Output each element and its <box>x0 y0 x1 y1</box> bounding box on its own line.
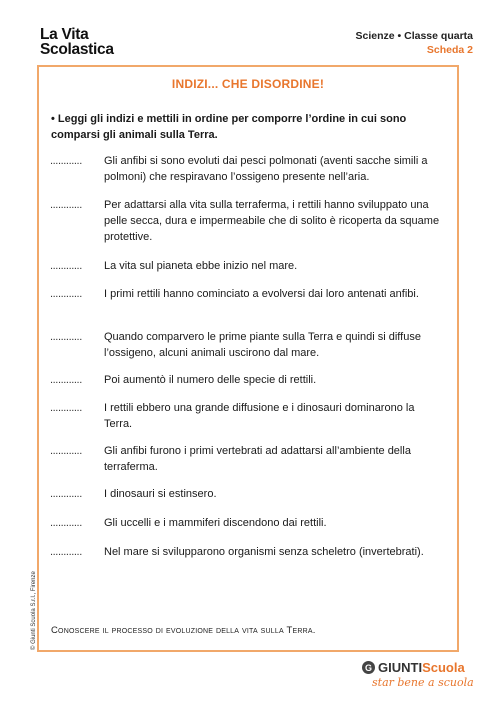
publisher-tagline: star bene a scuola <box>372 676 474 689</box>
answer-blank[interactable]: ............ <box>50 331 82 343</box>
clue-text: Quando comparvero le prime piante sulla Terra e quindi si diffuse l’ossigeno, alcuni animali uscirono dal mare. <box>104 331 421 359</box>
publisher-logo <box>362 660 477 689</box>
answer-blank[interactable]: ............ <box>50 517 82 529</box>
worksheet-title: INDIZI... CHE DISORDINE! <box>171 77 325 91</box>
magazine-logo <box>40 27 160 57</box>
giunti-g-icon: G <box>362 661 375 674</box>
answer-blank[interactable]: ............ <box>50 260 82 272</box>
answer-blank[interactable]: ............ <box>50 546 82 558</box>
logo-line-1: La Vita <box>40 26 89 43</box>
publisher-name-a: GIUNTI <box>378 660 423 675</box>
clue-text: I rettili ebbero una grande diffusione e i dinosauri dominarono la Terra. <box>104 402 415 430</box>
clue-text: I primi rettili hanno cominciato a evolversi dai loro antenati anfibi. <box>104 288 419 300</box>
clue-text: La vita sul pianeta ebbe inizio nel mare. <box>104 260 298 272</box>
logo-line-2: Scolastica <box>40 41 114 58</box>
instruction-text: • Leggi gli indizi e mettili in ordine per comporre l’ordine in cui sono comparsi gli animali sulla Terra. <box>51 113 407 141</box>
answer-blank[interactable]: ............ <box>50 445 82 457</box>
clue-text: Gli uccelli e i mammiferi discendono dai rettili. <box>104 517 327 529</box>
clue-text: Poi aumentò il numero delle specie di rettili. <box>104 374 317 386</box>
answer-blank[interactable]: ............ <box>50 488 82 500</box>
answer-blank[interactable]: ............ <box>50 288 82 300</box>
subject-class: Scienze • Classe quarta <box>355 30 473 42</box>
clue-text: Nel mare si svilupparono organismi senza scheletro (invertebrati). <box>104 546 424 558</box>
copyright-notice: © Giunti Scuola S.r.l., Firenze <box>31 571 37 650</box>
answer-blank[interactable]: ............ <box>50 199 82 211</box>
worksheet-number: Scheda 2 <box>426 44 473 56</box>
clue-text: Gli anfibi furono i primi vertebrati ad adattarsi all’ambiente della terraferma. <box>104 445 411 473</box>
worksheet-frame <box>37 65 459 652</box>
clue-text: Per adattarsi alla vita sulla terraferma, i rettili hanno sviluppato una pelle secca, dura e impermeabile che di solito è ricoperta da squame protettive. <box>104 199 440 243</box>
answer-blank[interactable]: ............ <box>50 155 82 167</box>
answer-blank[interactable]: ............ <box>50 402 82 414</box>
clue-text: Gli anfibi si sono evoluti dai pesci polmonati (aventi sacche simili a polmoni) che respiravano l’ossigeno presente nell’aria. <box>104 155 428 183</box>
header-info <box>356 30 473 57</box>
answer-blank[interactable]: ............ <box>50 374 82 386</box>
learning-objective: Conoscere il processo di evoluzione della vita sulla Terra. <box>51 625 316 636</box>
publisher-name-b: Scuola <box>422 660 465 675</box>
clue-text: I dinosauri si estinsero. <box>104 488 217 500</box>
